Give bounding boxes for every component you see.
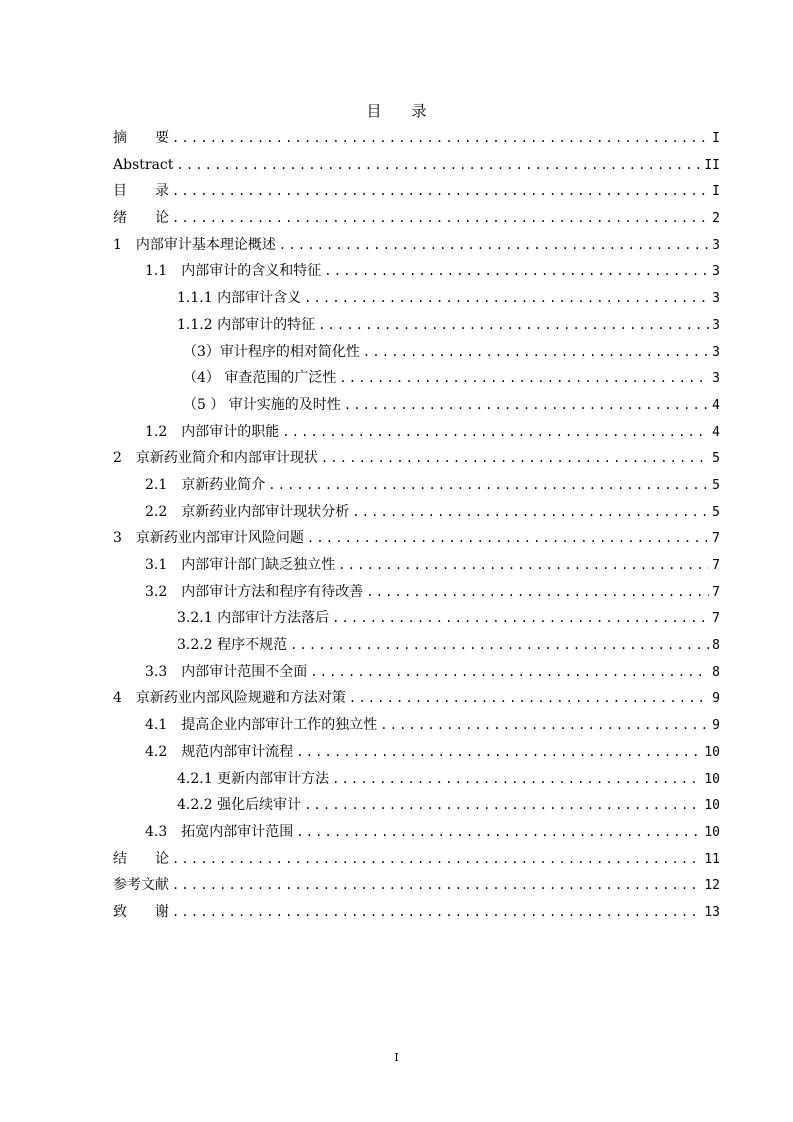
- toc-entry[interactable]: [113, 499, 720, 526]
- toc-entry-label: 目 录: [113, 183, 169, 200]
- toc-entry-page: 9: [712, 718, 720, 734]
- toc-entry-label: 参考文献: [113, 877, 169, 894]
- dot-leader: [318, 312, 709, 339]
- toc-entry[interactable]: [113, 899, 720, 926]
- toc-entry[interactable]: [113, 605, 720, 632]
- toc-entry-page: 8: [712, 664, 720, 680]
- dot-leader: [172, 125, 709, 152]
- dot-leader: [282, 419, 709, 446]
- toc-entry-label: 3.2 内部审计方法和程序有待改善: [145, 583, 364, 600]
- toc-entry-page: 10: [704, 744, 720, 760]
- toc-entry-page: 3: [712, 237, 720, 253]
- toc-entry-page: 2: [712, 211, 720, 227]
- dot-leader: [176, 152, 701, 179]
- toc-entry-page: 7: [712, 584, 720, 600]
- dot-leader: [344, 392, 709, 419]
- toc-entry-label: 3.1 内部审计部门缺乏独立性: [145, 557, 336, 573]
- table-of-contents: [113, 125, 720, 926]
- toc-entry-page: 11: [704, 851, 720, 867]
- dot-leader: [380, 712, 709, 739]
- toc-entry-label: 2 京新药业简介和内部审计现状: [113, 450, 318, 467]
- toc-entry-page: 13: [704, 904, 720, 920]
- toc-entry-label: 1.1.2 内部审计的特征: [177, 316, 316, 333]
- toc-entry-page: 3: [712, 264, 720, 280]
- toc-entry[interactable]: [113, 205, 720, 232]
- toc-entry-page: 5: [712, 477, 720, 493]
- toc-entry-page: 5: [712, 504, 720, 520]
- dot-leader: [172, 899, 701, 926]
- dot-leader: [172, 846, 701, 873]
- toc-entry[interactable]: [113, 659, 720, 686]
- toc-entry-label: 1.2 内部审计的职能: [145, 423, 280, 440]
- dot-leader: [307, 525, 709, 552]
- toc-entry-label: 摘 要: [113, 130, 169, 146]
- toc-entry-page: 3: [712, 344, 720, 360]
- toc-entry[interactable]: [113, 312, 720, 339]
- toc-entry-label: 4.2 规范内部审计流程: [145, 743, 294, 760]
- toc-entry-label: 1.1 内部审计的含义和特征: [145, 263, 322, 280]
- toc-entry[interactable]: [113, 552, 720, 579]
- toc-entry[interactable]: [113, 339, 720, 366]
- dot-leader: [352, 499, 709, 526]
- toc-entry-page: II: [704, 157, 720, 173]
- toc-entry-label: 3.2.1 内部审计方法落后: [177, 610, 330, 627]
- dot-leader: [363, 339, 709, 366]
- toc-entry-label: 4.2.1 更新内部审计方法: [177, 770, 330, 787]
- dot-leader: [304, 285, 709, 312]
- dot-leader: [172, 872, 701, 899]
- toc-entry-page: 5: [712, 451, 720, 467]
- toc-entry[interactable]: [113, 579, 720, 606]
- toc-entry-label: Abstract: [113, 156, 174, 173]
- dot-leader: [349, 685, 709, 712]
- toc-entry[interactable]: [113, 285, 720, 312]
- dot-leader: [296, 819, 701, 846]
- toc-entry[interactable]: [113, 178, 720, 205]
- toc-entry[interactable]: [113, 819, 720, 846]
- toc-entry-page: 7: [712, 611, 720, 627]
- toc-entry[interactable]: [113, 632, 720, 659]
- toc-entry-label: 1 内部审计基本理论概述: [113, 236, 276, 253]
- toc-entry-label: （5 ） 审计实施的及时性: [183, 396, 341, 413]
- toc-entry-label: 4.3 拓宽内部审计范围: [145, 823, 294, 840]
- toc-entry-label: 致 谢: [113, 903, 169, 920]
- toc-entry-label: （4） 审查范围的广泛性: [183, 370, 337, 387]
- toc-entry[interactable]: [113, 712, 720, 739]
- toc-entry-label: 3.3 内部审计范围不全面: [145, 663, 308, 680]
- toc-entry[interactable]: [113, 392, 720, 419]
- toc-entry-page: 3: [712, 317, 720, 333]
- toc-entry[interactable]: [113, 125, 720, 152]
- toc-entry[interactable]: [113, 445, 720, 472]
- toc-entry-page: 4: [712, 397, 720, 413]
- dot-leader: [296, 739, 701, 766]
- toc-entry-label: 2.2 京新药业内部审计现状分析: [145, 503, 350, 520]
- page-title: 目 录: [366, 102, 427, 120]
- toc-entry-page: I: [712, 131, 720, 146]
- toc-entry[interactable]: [113, 525, 720, 552]
- toc-entry-page: 10: [704, 798, 720, 814]
- toc-entry-page: I: [712, 184, 720, 200]
- dot-leader: [338, 552, 709, 579]
- toc-entry[interactable]: [113, 766, 720, 793]
- dot-leader: [310, 659, 709, 686]
- toc-entry[interactable]: [113, 152, 720, 179]
- page-number: I: [394, 1051, 399, 1064]
- toc-entry-page: 8: [712, 638, 720, 654]
- dot-leader: [279, 232, 709, 259]
- dot-leader: [172, 178, 709, 205]
- toc-entry[interactable]: [113, 419, 720, 446]
- toc-entry[interactable]: [113, 472, 720, 499]
- dot-leader: [304, 792, 701, 819]
- toc-entry-label: 2.1 京新药业简介: [145, 476, 266, 493]
- dot-leader: [172, 205, 709, 232]
- toc-entry-label: 绪 论: [113, 210, 169, 227]
- dot-leader: [332, 766, 701, 793]
- toc-entry[interactable]: [113, 258, 720, 285]
- toc-entry-page: 10: [704, 771, 720, 787]
- toc-entry[interactable]: [113, 232, 720, 259]
- toc-entry-label: 4.1 提高企业内部审计工作的独立性: [145, 717, 378, 734]
- toc-entry[interactable]: [113, 846, 720, 873]
- toc-entry[interactable]: [113, 365, 720, 392]
- toc-entry-page: 10: [704, 824, 720, 840]
- toc-entry-page: 12: [704, 878, 720, 894]
- toc-entry-page: 3: [712, 371, 720, 387]
- dot-leader: [290, 632, 709, 659]
- toc-entry-page: 3: [712, 291, 720, 307]
- dot-leader: [321, 445, 709, 472]
- toc-entry-label: 3 京新药业内部审计风险问题: [113, 530, 304, 547]
- toc-entry-page: 4: [712, 424, 720, 440]
- toc-entry-label: 1.1.1 内部审计含义: [177, 290, 302, 307]
- dot-leader: [332, 605, 709, 632]
- dot-leader: [324, 258, 709, 285]
- dot-leader: [339, 365, 709, 392]
- toc-entry-page: 7: [712, 558, 720, 573]
- toc-entry[interactable]: [113, 872, 720, 899]
- toc-entry-label: （3）审计程序的相对简化性: [183, 343, 360, 360]
- toc-entry-label: 4 京新药业内部风险规避和方法对策: [113, 690, 346, 707]
- toc-entry-label: 3.2.2 程序不规范: [177, 637, 288, 654]
- toc-entry-label: 结 论: [113, 850, 169, 867]
- dot-leader: [268, 472, 709, 499]
- toc-entry-label: 4.2.2 强化后续审计: [177, 797, 302, 814]
- toc-entry-page: 9: [712, 691, 720, 707]
- toc-entry[interactable]: [113, 739, 720, 766]
- toc-entry[interactable]: [113, 685, 720, 712]
- toc-entry-page: 7: [712, 531, 720, 547]
- toc-entry[interactable]: [113, 792, 720, 819]
- dot-leader: [366, 579, 709, 606]
